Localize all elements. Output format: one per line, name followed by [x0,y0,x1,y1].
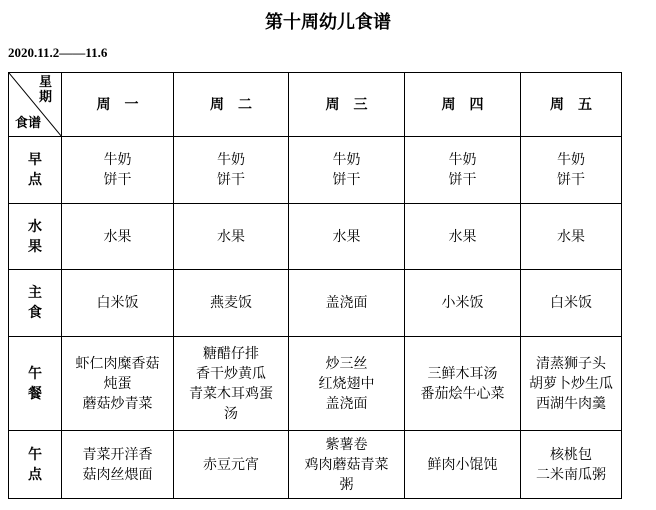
dish-line: 蘑菇炒青菜 [82,395,153,412]
corner-cell [9,73,62,137]
corner-top-label: 星 [39,75,53,90]
row-label-char: 早 [28,152,42,168]
dish-line: 水果 [448,228,477,245]
row-label-char: 果 [28,238,42,255]
page-title: 第十周幼儿食谱 [265,12,391,33]
menu-cell-fruit-wed [289,204,405,270]
dish-line: 鸡肉蘑菇青菜 [304,456,389,473]
menu-cell-snack-wed [289,431,405,499]
header-row [9,73,622,137]
menu-cell-breakfast-fri [521,137,622,204]
menu-body [9,137,622,499]
dish-line: 青菜开洋香 [82,446,153,463]
dish-line: 紫薯卷 [325,436,368,453]
dish-line: 小米饭 [441,295,484,311]
menu-cell-lunch-mon [62,337,174,431]
row-label-lunch [9,337,62,431]
row-label-char: 午 [28,365,42,382]
day-header-tue: 周 二 [174,73,289,137]
row-label-char: 点 [28,172,42,188]
menu-cell-lunch-thu [405,337,521,431]
dish-line: 核桃包 [550,446,592,463]
menu-cell-fruit-mon [62,204,174,270]
dish-line: 饼干 [557,172,585,188]
row-breakfast [9,137,622,204]
dish-line: 白米饭 [96,295,139,311]
menu-cell-lunch-wed [289,337,405,431]
dish-line: 水果 [103,228,132,245]
row-label-char: 水 [28,218,42,235]
dish-line: 粥 [339,476,354,493]
dish-line: 三鲜木耳汤 [427,365,498,382]
menu-cell-snack-tue [174,431,289,499]
dish-line: 饼干 [217,172,245,188]
menu-cell-snack-mon [62,431,174,499]
dish-line: 盖浇面 [325,395,368,412]
dish-line: 盖浇面 [325,295,368,311]
menu-cell-staple-wed [289,270,405,337]
dish-line: 白米饭 [550,295,592,311]
row-label-char: 餐 [28,385,42,402]
dish-line: 牛奶 [448,152,477,168]
dish-line: 红烧翅中 [318,375,375,392]
menu-cell-lunch-fri [521,337,622,431]
dish-line: 鲜肉小馄饨 [427,456,498,473]
day-header-wed: 周 三 [289,73,405,137]
row-lunch [9,337,622,431]
menu-cell-staple-thu [405,270,521,337]
day-header-fri: 周 五 [521,73,622,137]
dish-line: 水果 [332,228,361,245]
row-staple [9,270,622,337]
dish-line: 炒三丝 [325,355,368,372]
dish-line: 菇肉丝煨面 [82,466,153,483]
dish-line: 牛奶 [332,152,361,168]
dish-line: 胡萝卜炒生瓜 [529,375,613,392]
menu-cell-lunch-tue [174,337,289,431]
menu-cell-breakfast-mon [62,137,174,204]
dish-line: 赤豆元宵 [203,456,259,473]
dish-line: 清蒸狮子头 [536,355,606,372]
day-header-mon: 周 一 [62,73,174,137]
dish-line: 饼干 [332,172,361,188]
dish-line: 燕麦饭 [210,295,252,311]
menu-cell-breakfast-thu [405,137,521,204]
row-label-char: 主 [28,285,42,301]
dish-line: 香干炒黄瓜 [196,365,266,382]
row-label-staple [9,270,62,337]
menu-cell-breakfast-tue [174,137,289,204]
dish-line: 番茄烩牛心菜 [420,385,505,402]
menu-cell-staple-tue [174,270,289,337]
dish-line: 虾仁肉糜香菇 [75,355,160,372]
row-label-char: 午 [28,446,42,463]
dish-line: 饼干 [103,172,132,188]
row-label-breakfast [9,137,62,204]
menu-cell-fruit-tue [174,204,289,270]
menu-cell-breakfast-wed [289,137,405,204]
dish-line: 西湖牛肉羹 [536,395,606,412]
dish-line: 牛奶 [557,152,585,168]
day-header-thu: 周 四 [405,73,521,137]
dish-line: 牛奶 [217,152,245,168]
dish-line: 二米南瓜粥 [536,466,606,483]
menu-cell-staple-mon [62,270,174,337]
dish-line: 汤 [224,405,238,422]
date-range: 2020.11.2——11.6 [8,45,108,60]
menu-cell-snack-fri [521,431,622,499]
menu-cell-snack-thu [405,431,521,499]
dish-line: 糖醋仔排 [203,345,259,362]
row-label-char: 点 [28,466,42,483]
dish-line: 炖蛋 [103,375,132,392]
dish-line: 水果 [217,228,245,245]
menu-cell-fruit-fri [521,204,622,270]
corner-mid-label: 期 [39,90,53,105]
row-label-char: 食 [28,305,42,321]
menu-table [8,72,622,499]
row-label-snack [9,431,62,499]
dish-line: 牛奶 [103,152,132,168]
row-snack [9,431,622,499]
corner-bottom-label: 食谱 [15,116,42,131]
dish-line: 水果 [557,228,585,245]
row-label-fruit [9,204,62,270]
menu-cell-staple-fri [521,270,622,337]
row-fruit [9,204,622,270]
menu-cell-fruit-thu [405,204,521,270]
dish-line: 饼干 [448,172,477,188]
dish-line: 青菜木耳鸡蛋 [189,385,273,402]
